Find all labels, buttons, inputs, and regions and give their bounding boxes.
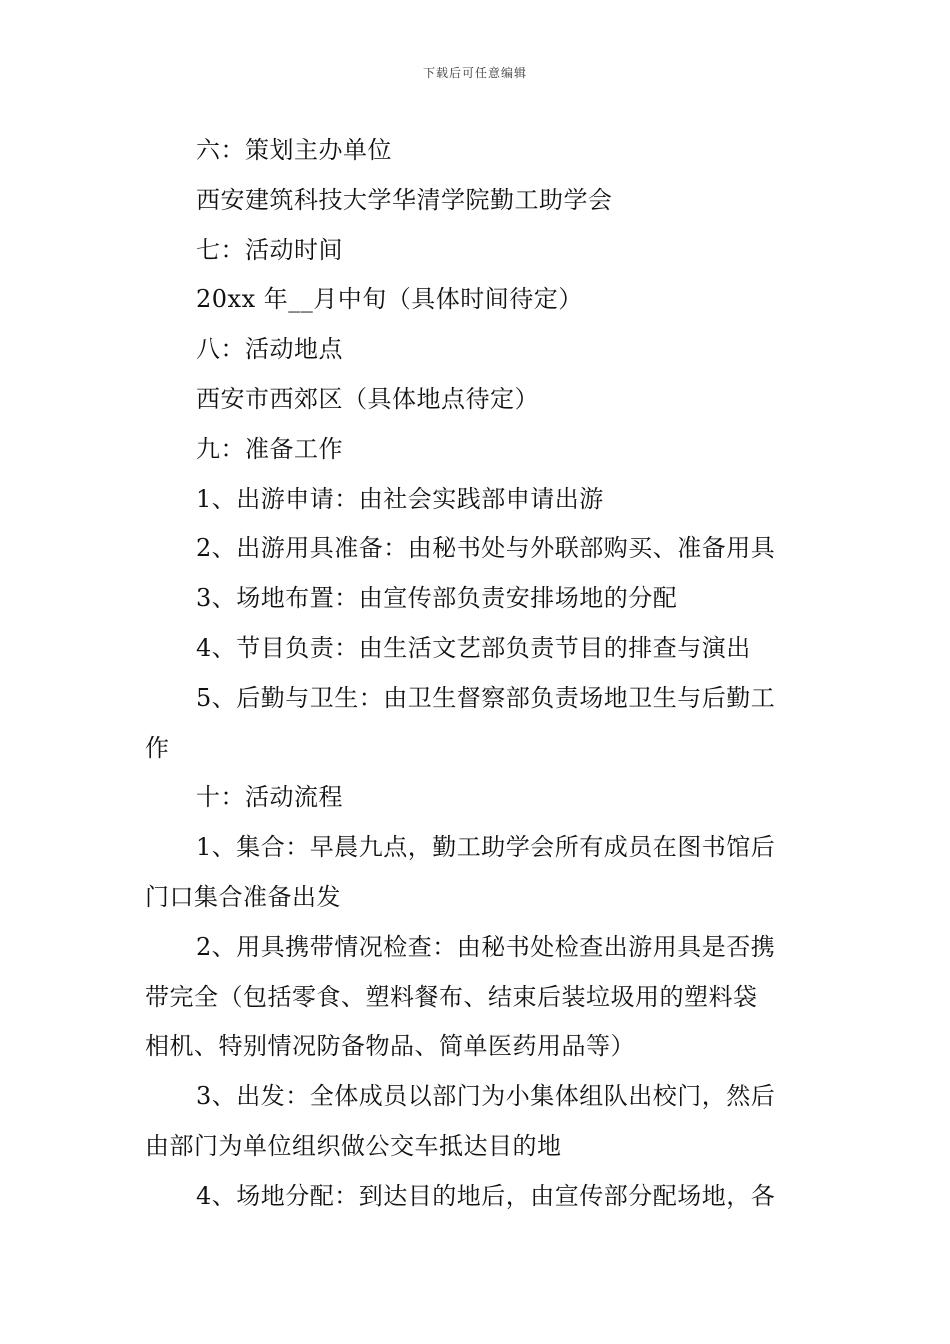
list-item: 5、后勤与卫生：由卫生督察部负责场地卫生与后勤工 [196,683,776,712]
list-item: 3、场地布置：由宣传部负责安排场地的分配 [196,584,678,613]
section-heading-preparation: 九：准备工作 [196,434,343,463]
list-item: 1、集合：早晨九点，勤工助学会所有成员在图书馆后 [196,833,776,862]
list-item: 2、出游用具准备：由秘书处与外联部购买、准备用具 [196,534,776,563]
list-item: 3、出发：全体成员以部门为小集体组队出校门，然后 [196,1082,776,1111]
list-item-continuation: 门口集合准备出发 [145,882,341,911]
list-item: 1、出游申请：由社会实践部申请出游 [196,484,604,513]
section-heading-location: 八：活动地点 [196,335,343,364]
paragraph-line: 20xx 年__月中旬（具体时间待定） [196,285,583,314]
list-item-continuation: 相机、特别情况防备物品、简单医药用品等） [145,1032,635,1061]
list-item: 2、用具携带情况检查：由秘书处检查出游用具是否携 [196,932,776,961]
list-item: 4、场地分配：到达目的地后，由宣传部分配场地，各 [196,1181,776,1210]
page-header: 下载后可任意编辑 [422,66,527,80]
document-body [145,126,810,1222]
list-item-continuation: 由部门为单位组织做公交车抵达目的地 [145,1131,562,1160]
paragraph-line: 西安市西郊区（具体地点待定） [196,384,539,413]
section-heading-time: 七：活动时间 [196,235,343,264]
paragraph-line: 西安建筑科技大学华清学院勤工助学会 [196,185,613,214]
list-item: 4、节目负责：由生活文艺部负责节目的排查与演出 [196,633,751,662]
section-heading-organizer: 六：策划主办单位 [196,136,392,164]
section-heading-process: 十：活动流程 [196,783,343,812]
list-item-continuation: 带完全（包括零食、塑料餐布、结束后装垃圾用的塑料袋 [145,982,758,1011]
list-item-continuation: 作 [145,733,170,762]
